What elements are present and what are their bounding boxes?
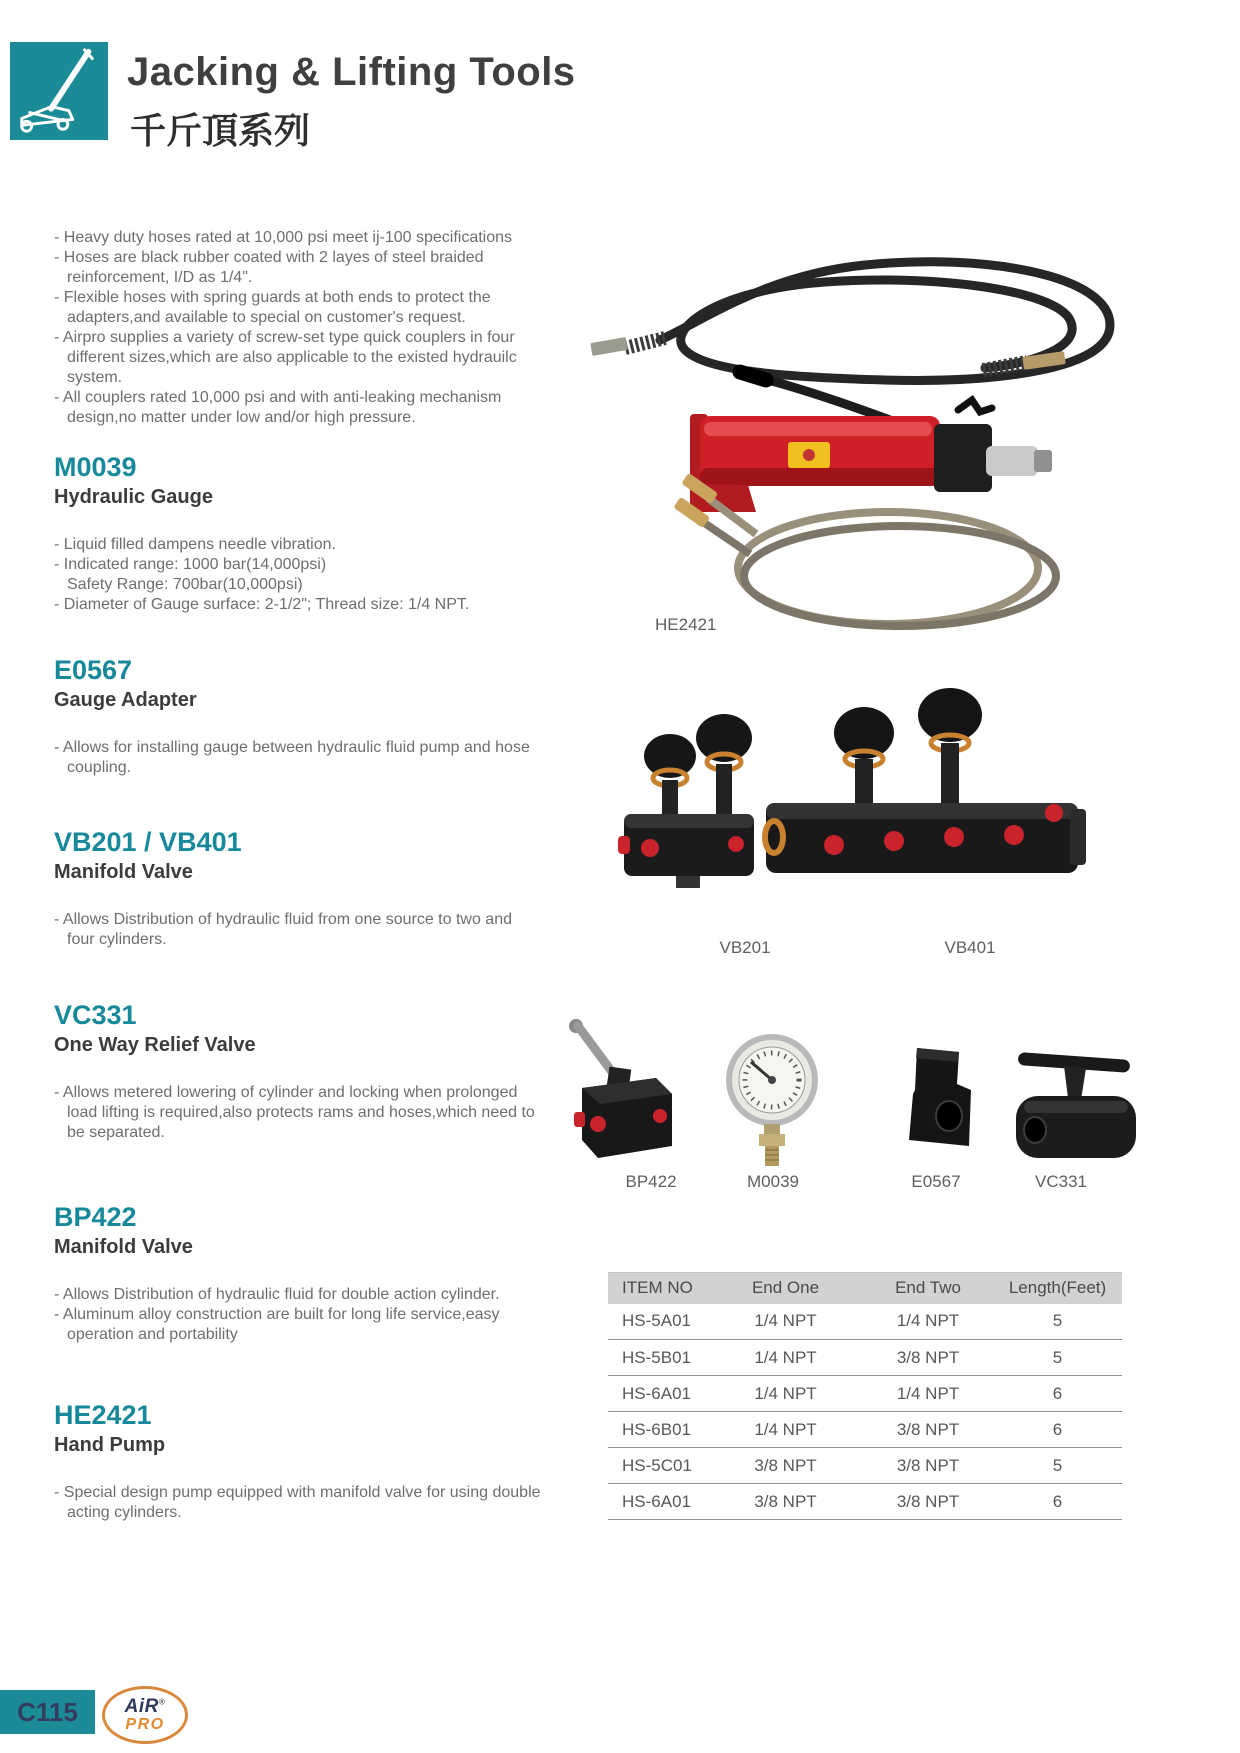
bullet-line: - Liquid filled dampens needle vibration.	[54, 536, 336, 553]
bullet-line: - Allows metered lowering of cylinder and locking when prolonged	[54, 1084, 518, 1101]
section-code: E0567	[54, 655, 133, 685]
vc331-label: VC331	[1035, 1172, 1087, 1191]
bullet-line: coupling.	[67, 759, 132, 776]
table-cell: 1/4 NPT	[863, 1376, 993, 1412]
bullet-line: design,no matter under low and/or high pressure.	[67, 409, 416, 426]
table-row	[608, 1484, 1122, 1520]
section-bullets	[54, 738, 559, 778]
table-row	[608, 1304, 1122, 1340]
bullet-line: different sizes,which are also applicable to the existed hydrauilc	[67, 349, 517, 366]
bullet-line: - Diameter of Gauge surface: 2-1/2"; Thread size: 1/4 NPT.	[54, 596, 470, 613]
table-cell: 3/8 NPT	[863, 1484, 993, 1520]
airpro-logo	[102, 1686, 188, 1744]
hose-spec-table	[608, 1272, 1122, 1520]
section-code: HE2421	[54, 1400, 152, 1430]
section-code: BP422	[54, 1202, 137, 1232]
section-bullets	[54, 535, 559, 615]
section-name: Gauge Adapter	[54, 689, 197, 711]
vb401-label: VB401	[944, 938, 996, 957]
section-code: VC331	[54, 1000, 137, 1030]
table-cell: 6	[993, 1484, 1122, 1520]
table-cell: 3/8 NPT	[863, 1448, 993, 1484]
airpro-logo-pro: PRO	[125, 1716, 165, 1733]
bullet-line: Safety Range: 700bar(10,000psi)	[67, 576, 303, 593]
table-header-row	[608, 1273, 1122, 1304]
floor-jack-icon	[10, 42, 108, 140]
e0567-adapter-image	[885, 1042, 985, 1160]
bullet-line: adapters,and available to special on customer's request.	[67, 309, 466, 326]
bullet-line: acting cylinders.	[67, 1504, 182, 1521]
page-subtitle-chinese: 千斤頂系列	[130, 110, 311, 151]
intro-bullets	[54, 228, 559, 428]
vb401-image	[752, 645, 1097, 930]
bullet-line: - Flexible hoses with spring guards at both ends to protect the	[54, 289, 491, 306]
table-cell: 1/4 NPT	[863, 1304, 993, 1340]
bullet-line: reinforcement, I/D as 1/4".	[67, 269, 253, 286]
bp422-image	[560, 1018, 690, 1168]
bullet-line: - Allows for installing gauge between hydraulic fluid pump and hose	[54, 739, 530, 756]
table-row	[608, 1340, 1122, 1376]
bullet-line: four cylinders.	[67, 931, 167, 948]
vb201-image	[618, 690, 763, 930]
table-row	[608, 1412, 1122, 1448]
section-bullets	[54, 1483, 559, 1523]
bp422-label: BP422	[625, 1172, 677, 1191]
vb201-label: VB201	[719, 938, 771, 957]
table-cell: 3/8 NPT	[708, 1448, 863, 1484]
page-code: C115	[17, 1696, 78, 1727]
bullet-line: - Heavy duty hoses rated at 10,000 psi meet ij-100 specifications	[54, 229, 513, 246]
table-cell: HS-6A01	[608, 1376, 708, 1412]
table-cell: 3/8 NPT	[863, 1340, 993, 1376]
section-m0039	[54, 452, 559, 615]
bullet-line: be separated.	[67, 1124, 165, 1141]
section-bullets	[54, 1083, 559, 1143]
bullet-line: - Allows Distribution of hydraulic fluid from one source to two and	[54, 911, 512, 928]
bullet-line: - Indicated range: 1000 bar(14,000psi)	[54, 556, 327, 573]
section-he2421	[54, 1400, 559, 1523]
table-cell: 5	[993, 1340, 1122, 1376]
hand-pump-image	[640, 360, 1090, 645]
section-bullets	[54, 1285, 559, 1345]
m0039-label: M0039	[747, 1172, 799, 1191]
table-row	[608, 1376, 1122, 1412]
table-cell: 1/4 NPT	[708, 1304, 863, 1340]
table-cell: 6	[993, 1376, 1122, 1412]
section-name: Hydraulic Gauge	[54, 486, 213, 508]
airpro-logo-air: AiR®	[124, 1696, 166, 1717]
section-vb201-vb401	[54, 827, 559, 950]
table-cell: 5	[993, 1304, 1122, 1340]
table-cell: HS-5C01	[608, 1448, 708, 1484]
bullet-line: - Special design pump equipped with manifold valve for using double	[54, 1484, 541, 1501]
col-header-length: Length(Feet)	[993, 1273, 1122, 1304]
bullet-line: - Hoses are black rubber coated with 2 layes of steel braided	[54, 249, 484, 266]
bullet-line: - Allows Distribution of hydraulic fluid for double action cylinder.	[54, 1286, 500, 1303]
bullet-line: system.	[67, 369, 123, 386]
bullet-line: - Airpro supplies a variety of screw-set type quick couplers in four	[54, 329, 515, 346]
bullet-line: - All couplers rated 10,000 psi and with anti-leaking mechanism	[54, 389, 502, 406]
page-number-tab	[0, 1690, 95, 1734]
table-cell: HS-6B01	[608, 1412, 708, 1448]
table-cell: HS-6A01	[608, 1484, 708, 1520]
col-header-item-no: ITEM NO	[608, 1273, 708, 1304]
table-cell: HS-5B01	[608, 1340, 708, 1376]
table-cell: 1/4 NPT	[708, 1340, 863, 1376]
section-code: M0039	[54, 452, 137, 482]
section-code: VB201 / VB401	[54, 827, 242, 857]
table-cell: HS-5A01	[608, 1304, 708, 1340]
bullet-line: load lifting is required,also protects rams and hoses,which need to	[67, 1104, 535, 1121]
bullet-line: operation and portability	[67, 1326, 238, 1343]
section-name: Manifold Valve	[54, 861, 193, 883]
table-cell: 3/8 NPT	[863, 1412, 993, 1448]
vc331-valve-image	[1008, 1040, 1148, 1170]
e0567-label: E0567	[911, 1172, 961, 1191]
table-cell: 1/4 NPT	[708, 1376, 863, 1412]
section-name: One Way Relief Valve	[54, 1034, 256, 1056]
page-title: Jacking & Lifting Tools	[127, 50, 576, 94]
section-bullets	[54, 910, 559, 950]
bullet-line: - Aluminum alloy construction are built for long life service,easy	[54, 1306, 500, 1323]
m0039-gauge-image	[720, 1022, 825, 1172]
section-e0567	[54, 655, 559, 778]
section-vc331	[54, 1000, 559, 1143]
section-name: Hand Pump	[54, 1434, 166, 1456]
table-cell: 5	[993, 1448, 1122, 1484]
col-header-end-two: End Two	[863, 1273, 993, 1304]
section-bp422	[54, 1202, 559, 1345]
table-cell: 6	[993, 1412, 1122, 1448]
table-row	[608, 1448, 1122, 1484]
section-name: Manifold Valve	[54, 1236, 193, 1258]
table-cell: 1/4 NPT	[708, 1412, 863, 1448]
table-cell: 3/8 NPT	[708, 1484, 863, 1520]
hand-pump-label: HE2421	[655, 615, 717, 634]
col-header-end-one: End One	[708, 1273, 863, 1304]
